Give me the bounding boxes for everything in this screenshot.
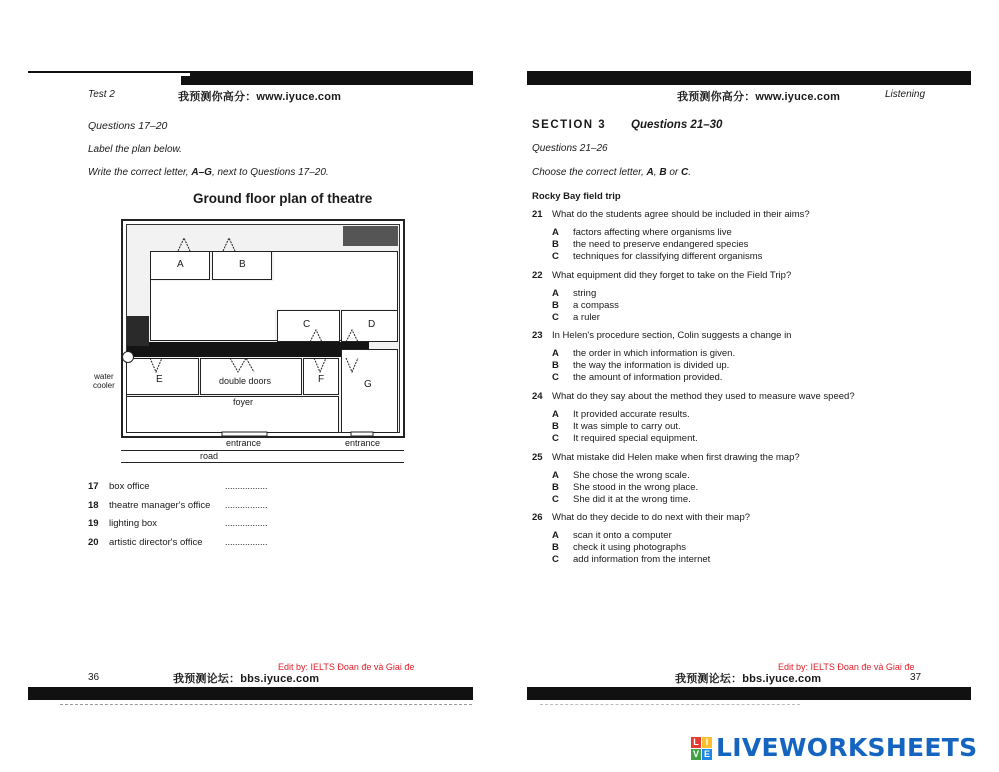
logo-text: LIVEWORKSHEETS	[716, 733, 978, 762]
left-instruction-2	[88, 167, 329, 178]
entrance-2-label: entrance	[345, 438, 381, 448]
option-letter[interactable]: A	[552, 409, 559, 420]
option-letter[interactable]: A	[552, 348, 559, 359]
question-text: What do they decide to do next with their map?	[552, 512, 751, 523]
option-text[interactable]: It was simple to carry out.	[573, 421, 681, 432]
right-header-site: 我预测你高分：www.iyuce.com	[677, 91, 841, 103]
left-page-number: 36	[88, 672, 100, 683]
instruction-2-bold: A–G	[191, 167, 212, 178]
option-text[interactable]: add information from the internet	[573, 554, 711, 565]
right-instruction	[532, 167, 691, 178]
question-number: 25	[532, 452, 543, 463]
door-f	[314, 358, 326, 372]
door-swings	[120, 218, 410, 440]
room-d-label: D	[368, 319, 376, 330]
left-instruction-1: Label the plan below.	[88, 144, 182, 155]
option-text[interactable]: It required special equipment.	[573, 433, 698, 444]
right-bottom-bar	[527, 687, 971, 700]
option-text[interactable]: the way the information is divided up.	[573, 360, 730, 371]
option-letter[interactable]: C	[552, 433, 559, 444]
question-text: In Helen's procedure section, Colin suggests a change in	[552, 330, 792, 341]
option-text[interactable]: She chose the wrong scale.	[573, 470, 690, 481]
item-number: 19	[88, 518, 99, 529]
right-footer-site: 我预测论坛：bbs.iyuce.com	[675, 673, 822, 685]
left-top-bar	[190, 71, 473, 85]
left-header-test: Test 2	[88, 89, 115, 100]
left-footer-site: 我预测论坛：bbs.iyuce.com	[173, 673, 320, 685]
option-text[interactable]: She did it at the wrong time.	[573, 494, 691, 505]
instr-b: B	[659, 167, 667, 178]
room-c-label: C	[303, 319, 311, 330]
list-item	[88, 500, 99, 511]
room-f-label: F	[318, 374, 325, 385]
road-line-top	[121, 450, 404, 451]
option-text[interactable]: She stood in the wrong place.	[573, 482, 699, 493]
option-letter[interactable]: B	[552, 421, 559, 432]
instruction-2-post: , next to Questions 17–20.	[211, 167, 329, 178]
instr-pre: Choose the correct letter,	[532, 167, 647, 178]
question-text: What do they say about the method they used to measure wave speed?	[552, 391, 855, 402]
left-footer-edit: Edit by: IELTS Đoan đe và Giai đe	[278, 662, 415, 672]
section-questions: Questions 21–30	[631, 119, 723, 131]
water-cooler-icon	[122, 351, 134, 363]
entrance-1-door	[222, 432, 267, 436]
right-top-bar	[527, 71, 971, 85]
item-text: theatre manager's office	[109, 500, 211, 511]
door-c	[310, 330, 322, 342]
left-header-site: 我预测你高分：www.iyuce.com	[178, 91, 342, 103]
item-text: lighting box	[109, 518, 158, 529]
item-number: 18	[88, 500, 99, 511]
instruction-2-pre: Write the correct letter,	[88, 167, 192, 178]
road-line-bottom	[121, 462, 404, 463]
option-text[interactable]: factors affecting where organisms live	[573, 227, 732, 238]
option-text[interactable]: string	[573, 288, 597, 299]
option-text[interactable]: the need to preserve endangered species	[573, 239, 749, 250]
option-letter[interactable]: A	[552, 288, 559, 299]
item-text: box office	[109, 481, 150, 492]
option-letter[interactable]: C	[552, 372, 559, 383]
instr-mid2: or	[666, 167, 681, 178]
option-letter[interactable]: A	[552, 530, 559, 541]
option-letter[interactable]: B	[552, 360, 559, 371]
left-top-notch	[181, 76, 191, 85]
question-number: 21	[532, 209, 543, 220]
question-text: What do the students agree should be included in their aims?	[552, 209, 810, 220]
option-letter[interactable]: C	[552, 554, 559, 565]
logo-letter-i: I	[702, 737, 712, 748]
room-b-label: B	[239, 259, 246, 270]
door-d	[346, 330, 358, 342]
option-text[interactable]: It provided accurate results.	[573, 409, 690, 420]
option-letter[interactable]: B	[552, 542, 559, 553]
left-bottom-bar	[28, 687, 473, 700]
option-letter[interactable]: C	[552, 251, 559, 262]
logo-letter-e: E	[703, 749, 710, 759]
logo-mark	[691, 737, 713, 761]
answer-blank-20[interactable]: .................	[225, 537, 268, 547]
instr-post: .	[688, 167, 692, 178]
option-text[interactable]: check it using photographs	[573, 542, 687, 553]
question-number: 23	[532, 330, 543, 341]
option-letter[interactable]: B	[552, 482, 559, 493]
door-double	[230, 358, 254, 372]
logo-letter-v: V	[692, 749, 699, 759]
room-a-label: A	[177, 259, 184, 270]
foyer-label: foyer	[233, 397, 254, 407]
right-bottom-dotted	[540, 704, 800, 707]
item-number: 17	[88, 481, 99, 492]
entrance-2-door	[351, 432, 373, 436]
option-letter[interactable]: C	[552, 494, 559, 505]
answer-blank-19[interactable]: .................	[225, 518, 268, 528]
question-number: 26	[532, 512, 543, 523]
room-e-label: E	[156, 374, 163, 385]
left-bottom-dotted	[60, 704, 472, 707]
instr-a: A	[646, 167, 654, 178]
door-g	[346, 358, 358, 372]
option-text[interactable]: scan it onto a computer	[573, 530, 672, 541]
instr-c: C	[681, 167, 689, 178]
logo-letter-l: L	[691, 737, 701, 748]
right-footer-edit: Edit by: IELTS Đoan đe và Giai đe	[778, 662, 915, 672]
water-cooler-label: water cooler	[93, 372, 115, 390]
topic-heading: Rocky Bay field trip	[532, 191, 621, 202]
option-letter[interactable]: B	[552, 300, 559, 311]
left-questions-label: Questions 17–20	[88, 120, 168, 132]
question-text: What mistake did Helen make when first drawing the map?	[552, 452, 800, 463]
entrance-1-label: entrance	[226, 438, 262, 448]
right-header-section: Listening	[885, 89, 926, 100]
answer-blank-17[interactable]: .................	[225, 481, 268, 491]
road-label: road	[200, 451, 219, 461]
item-number: 20	[88, 537, 99, 548]
answer-blank-18[interactable]: .................	[225, 500, 268, 510]
option-text[interactable]: the order in which information is given.	[573, 348, 736, 359]
double-doors-label: double doors	[219, 376, 272, 386]
question-number: 24	[532, 391, 543, 402]
list-item	[88, 537, 99, 548]
option-text[interactable]: techniques for classifying different organisms	[573, 251, 763, 262]
list-item	[88, 518, 99, 529]
plan-title: Ground floor plan of theatre	[193, 191, 373, 206]
question-text: What equipment did they forget to take on the Field Trip?	[552, 270, 792, 281]
door-b	[223, 238, 235, 251]
right-page-number: 37	[910, 672, 922, 683]
item-text: artistic director's office	[109, 537, 203, 548]
left-top-line	[28, 71, 190, 73]
door-a	[178, 238, 190, 251]
instr-mid1: ,	[653, 167, 660, 178]
section-title: SECTION 3	[532, 119, 607, 131]
option-letter[interactable]: B	[552, 239, 559, 250]
door-e	[150, 358, 162, 372]
option-text[interactable]: a compass	[573, 300, 619, 311]
option-letter[interactable]: A	[552, 470, 559, 481]
option-letter[interactable]: A	[552, 227, 559, 238]
right-questions-label: Questions 21–26	[532, 143, 608, 154]
option-letter[interactable]: C	[552, 312, 559, 323]
option-text[interactable]: the amount of information provided.	[573, 372, 723, 383]
option-text[interactable]: a ruler	[573, 312, 600, 323]
question-number: 22	[532, 270, 543, 281]
list-item	[88, 481, 99, 492]
room-g-label: G	[364, 379, 372, 390]
